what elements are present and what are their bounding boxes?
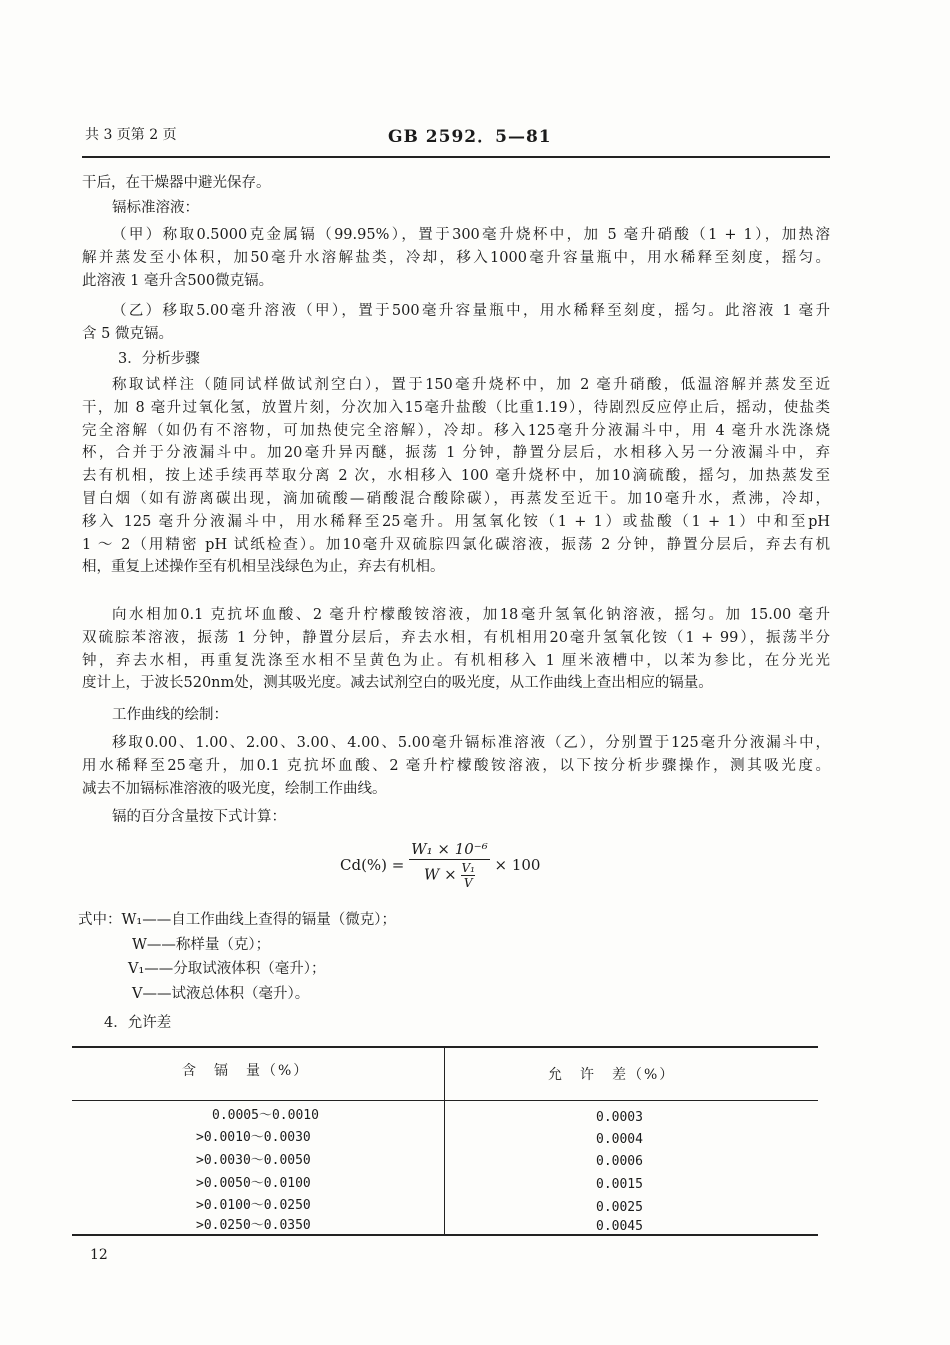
range-cell: >0.0030～0.0050 bbox=[196, 1153, 311, 1168]
para-b: （乙）移取5.00毫升溶液（甲），置于500毫升容量瓶中，用水稀释至刻度，摇匀。此溶液 1 毫升 含 5 微克镉。 bbox=[82, 303, 830, 342]
formula-numerator: W₁ × 10⁻⁶ bbox=[411, 840, 488, 858]
formula-rhs: × 100 bbox=[494, 856, 541, 874]
definition-w1: 式中：W₁——自工作曲线上查得的镉量（微克）； bbox=[78, 912, 396, 928]
tolerance-cell: 0.0045 bbox=[596, 1219, 643, 1234]
section-4-heading: 4．允许差 bbox=[104, 1015, 172, 1031]
para-a: （甲）称取0.5000克金属镉（99.95%），置于300毫升烧杯中，加 5 毫升硝酸（1 + 1），加热溶 解并蒸发至小体积，加50毫升水溶解盐类，冷却，移入1000毫升容量瓶中，用水稀释至刻度，摇匀。 此溶液 1 毫升含500微克镉。 bbox=[82, 227, 830, 289]
para-analysis: 称取试样注（随同试样做试剂空白），置于150毫升烧杯中，加 2 毫升硝酸，低温溶解并蒸发至近 干，加 8 毫升过氧化氢，放置片刻，分次加入15毫升盐酸（比重1.19），待剧烈反应停止后，摇动，使盐类 完全溶解（如仍有不溶物，可加热使完全溶解），冷却。移入125毫升分液漏斗中，用 4 毫升水洗涤烧 杯，合并于分液漏斗中。加20毫升异丙醚，振荡 1 分钟，静置分层后，水相移入另一分液漏斗中，弃 去有机相，按上述手续再萃取分离 2 次，水相移入 100 毫升烧杯中，加10滴硫酸，摇匀，加热蒸发至 冒白烟（如有游离碳出现，滴加硫酸—硝酸混合酸除碳），再蒸发至近干。加10毫升水，煮沸，冷却， 移入 125 毫升分液漏斗中，用水稀释至25毫升。用氢氧化铵（1 + 1）或盐酸（1 + 1）中和至pH 1 ～ 2（用精密 pH 试纸检查）。加10毫升双硫腙四氯化碳溶液，振荡 2 分钟，静置分层后，弃去有机 相，重复上述操作至有机相呈浅绿色为止，弃去有机相。 bbox=[82, 377, 830, 576]
page-info: 共 3 页第 2 页 bbox=[85, 127, 177, 143]
text-line-1: 干后，在干燥器中避光保存。 bbox=[82, 175, 271, 191]
table-header-rule bbox=[72, 1100, 818, 1101]
tolerance-cell: 0.0025 bbox=[596, 1200, 643, 1215]
tolerance-cell: 0.0003 bbox=[596, 1110, 643, 1125]
curve-title: 工作曲线的绘制： bbox=[112, 707, 228, 723]
formula-lhs: Cd(%) = bbox=[340, 856, 405, 874]
tolerance-table bbox=[72, 1046, 818, 1236]
formula-sub-fraction: $\frac{\text{V₁}}{V}$ bbox=[461, 861, 475, 890]
header-tolerance: 允 许 差（%） bbox=[548, 1067, 676, 1083]
formula-denominator: W × $\frac{\text{V₁}}{V}$ bbox=[423, 861, 475, 890]
definitions bbox=[78, 908, 396, 1006]
header-rule bbox=[82, 156, 830, 158]
table-column-divider bbox=[444, 1046, 445, 1236]
range-cell: >0.0010～0.0030 bbox=[196, 1130, 311, 1145]
definition-v: V——试液总体积（毫升）。 bbox=[132, 985, 310, 1002]
standard-number: GB 2592．5—81 bbox=[388, 127, 552, 147]
definition-v1: V₁——分取试液体积（毫升）； bbox=[128, 961, 326, 977]
range-cell: >0.0100～0.0250 bbox=[196, 1198, 311, 1213]
cd-std-title: 镉标准溶液： bbox=[112, 200, 199, 216]
tolerance-cell: 0.0004 bbox=[596, 1132, 643, 1147]
range-cell: >0.0050～0.0100 bbox=[196, 1176, 311, 1191]
table-bottom-rule bbox=[72, 1234, 818, 1236]
section-3-heading: 3．分析步骤 bbox=[118, 351, 200, 367]
range-cell: 0.0005～0.0010 bbox=[212, 1108, 319, 1123]
para-water-phase: 向水相加0.1 克抗坏血酸、2 毫升柠檬酸铵溶液，加18毫升氢氧化钠溶液，摇匀。加 15.00 毫升 双硫腙苯溶液，振荡 1 分钟，静置分层后，弃去水相，有机相用20毫升氢氧化铵（1 + 99），振荡半分 钟，弃去水相，再重复洗涤至水相不呈黄色为止。有机相移入 1 厘米液槽中，以苯为参比，在分光光 度计上，于波长520nm处，测其吸光度。减去试剂空白的吸光度，从工作曲线上查出相应的镉量。 bbox=[82, 607, 830, 692]
range-cell: >0.0250～0.0350 bbox=[196, 1218, 311, 1233]
page-number: 12 bbox=[90, 1247, 108, 1263]
definition-w: W——称样量（克）； bbox=[132, 936, 271, 953]
formula-fraction bbox=[409, 840, 490, 890]
tolerance-cell: 0.0015 bbox=[596, 1177, 643, 1192]
tolerance-cell: 0.0006 bbox=[596, 1154, 643, 1169]
table-top-rule bbox=[72, 1046, 818, 1048]
calc-intro: 镉的百分含量按下式计算： bbox=[112, 809, 286, 825]
header-cd-content: 含 镉 量（%） bbox=[182, 1063, 310, 1079]
cd-formula bbox=[340, 840, 540, 890]
para-curve: 移取0.00、1.00、2.00、3.00、4.00、5.00毫升镉标准溶液（乙），分别置于125毫升分液漏斗中， 用水稀释至25毫升，加0.1 克抗坏血酸、2 毫升柠檬酸铵溶液，以下按分析步骤操作，测其吸光度。 减去不加镉标准溶液的吸光度，绘制工作曲线。 bbox=[82, 735, 830, 797]
